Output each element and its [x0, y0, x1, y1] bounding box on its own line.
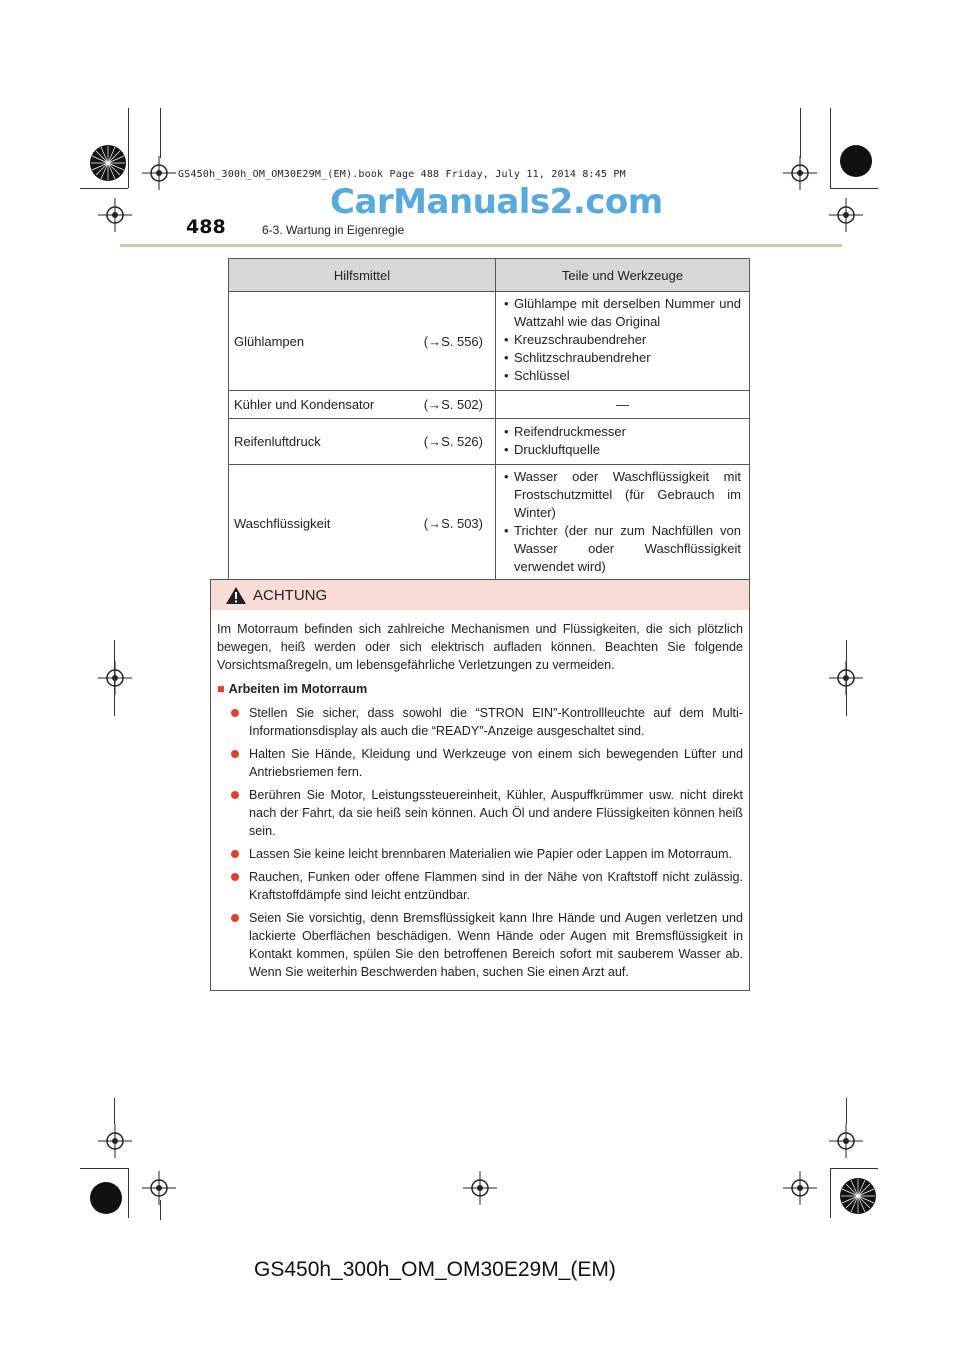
- list-item: • Druckluftquelle: [504, 441, 741, 459]
- red-dot-icon: [231, 791, 239, 799]
- crosshair-icon: [463, 1171, 497, 1205]
- header-teile: Teile und Werkzeuge: [496, 259, 750, 292]
- page-number: 488: [186, 216, 226, 238]
- red-dot-icon: [231, 850, 239, 858]
- item-cell: [229, 292, 496, 391]
- square-bullet-icon: ■: [217, 682, 225, 696]
- list-item: [231, 704, 743, 740]
- list-item-text: Rauchen, Funken oder offene Flammen sind in der Nähe von Kraftstoff nicht zulässig. Kraftstoffdämpfe sind leicht entzündbar.: [249, 870, 743, 902]
- list-item-text: Berühren Sie Motor, Leistungssteuereinheit, Kühler, Auspuffkrümmer usw. nicht direkt nach der Fahrt, da sie heiß sein können. Auch Öl und andere Flüssigkeiten können heiß sein.: [249, 788, 743, 838]
- parts-cell: [496, 465, 750, 582]
- table-row: [229, 419, 750, 465]
- crosshair-icon: [829, 1124, 863, 1158]
- table-row: [229, 292, 750, 391]
- item-name: Waschflüssigkeit: [234, 515, 331, 531]
- registration-star-icon: [88, 143, 128, 183]
- crosshair-icon: [783, 156, 817, 190]
- crosshair-icon: [98, 198, 132, 232]
- item-name: Glühlampen: [234, 333, 305, 349]
- list-item: [231, 909, 743, 981]
- list-item-text: Seien Sie vorsichtig, denn Bremsflüssigkeit kann Ihre Hände und Augen verletzen und lackierte Oberflächen beschädigen. Wenn Hände oder Augen mit Bremsflüssigkeit in Kontakt kommen, spülen Sie den betroffenen Bereich sofort mit sauberem Wasser ab. Wenn Sie weiterhin Beschwerden haben, suchen Sie einen Arzt auf.: [249, 911, 743, 979]
- header-rule: [120, 244, 842, 247]
- page-reference: (→S. 502): [423, 397, 483, 412]
- registration-star-icon: [838, 1176, 878, 1216]
- item-name: Reifenluftdruck: [234, 434, 321, 449]
- footer-code: GS450h_300h_OM_OM30E29M_(EM): [254, 1258, 616, 1281]
- list-item: • Glühlampe mit derselben Nummer und Wattzahl wie das Original: [504, 295, 741, 331]
- watermark: CarManuals2.com: [330, 182, 663, 222]
- table-header-row: [229, 259, 750, 292]
- crosshair-icon: [98, 1124, 132, 1158]
- list-item: [231, 845, 743, 863]
- list-item: • Schlüssel: [504, 367, 741, 385]
- warning-triangle-icon: [225, 586, 247, 605]
- warning-title: ACHTUNG: [253, 586, 328, 604]
- red-dot-icon: [231, 709, 239, 717]
- registration-dot-icon: [88, 1180, 124, 1216]
- list-item: • Schlitzschraubendreher: [504, 349, 741, 367]
- page-reference: (→S. 526): [423, 434, 483, 449]
- table-row: [229, 465, 750, 582]
- list-item: • Trichter (der nur zum Nachfüllen von Wasser oder Waschflüssigkeit verwendet wird): [504, 522, 741, 576]
- table-row: [229, 391, 750, 419]
- page-reference: (→S. 503): [423, 515, 483, 531]
- list-item: [231, 745, 743, 781]
- item-cell: [229, 465, 496, 582]
- warning-intro: Im Motorraum befinden sich zahlreiche Mechanismen und Flüssigkeiten, die sich plötzlich bewegen, heiß werden oder sich elektrisch aufladen können. Beachten Sie folgende Vorsichtsmaßregeln, um lebensgefährliche Verletzungen zu vermeiden.: [217, 622, 743, 672]
- parts-cell: [496, 419, 750, 465]
- list-item: • Reifendruckmesser: [504, 423, 741, 441]
- red-dot-icon: [231, 750, 239, 758]
- registration-dot-icon: [838, 143, 874, 179]
- warning-body: [211, 610, 749, 981]
- list-item-text: Halten Sie Hände, Kleidung und Werkzeuge von einem sich bewegenden Lüfter und Antriebsriemen fern.: [249, 747, 743, 779]
- list-item-text: Lassen Sie keine leicht brennbaren Materialien wie Papier oder Lappen im Motorraum.: [249, 847, 733, 861]
- section-title: 6-3. Wartung in Eigenregie: [262, 223, 405, 237]
- warning-subheading: [217, 680, 743, 698]
- list-item: • Wasser oder Waschflüssigkeit mit Frostschutzmittel (für Gebrauch im Winter): [504, 468, 741, 522]
- crosshair-icon: [142, 156, 176, 190]
- subheading-text: Arbeiten im Motorraum: [228, 682, 368, 696]
- crosshair-icon: [829, 198, 863, 232]
- list-item: [231, 786, 743, 840]
- red-dot-icon: [231, 914, 239, 922]
- item-cell: [229, 419, 496, 465]
- header-hilfsmittel: Hilfsmittel: [229, 259, 496, 292]
- list-item: • Kreuzschraubendreher: [504, 331, 741, 349]
- crosshair-icon: [783, 1171, 817, 1205]
- item-name: Kühler und Kondensator: [234, 397, 375, 412]
- book-info: GS450h_300h_OM_OM30E29M_(EM).book Page 488 Friday, July 11, 2014 8:45 PM: [178, 169, 626, 180]
- parts-cell-empty: —: [496, 391, 750, 419]
- tools-table: [228, 258, 750, 582]
- crosshair-icon: [142, 1171, 176, 1205]
- warning-box: [210, 579, 750, 991]
- page-reference: (→S. 556): [423, 333, 483, 349]
- parts-cell: [496, 292, 750, 391]
- list-item-text: Stellen Sie sicher, dass sowohl die “STRON EIN”-Kontrollleuchte auf dem Multi-Informationsdisplay als auch die “READY”-Anzeige ausgeschaltet sind.: [249, 706, 743, 738]
- list-item: [231, 868, 743, 904]
- red-dot-icon: [231, 873, 239, 881]
- item-cell: [229, 391, 496, 419]
- crosshair-icon: [98, 661, 132, 695]
- warning-header: [211, 580, 749, 610]
- warning-list: [217, 704, 743, 981]
